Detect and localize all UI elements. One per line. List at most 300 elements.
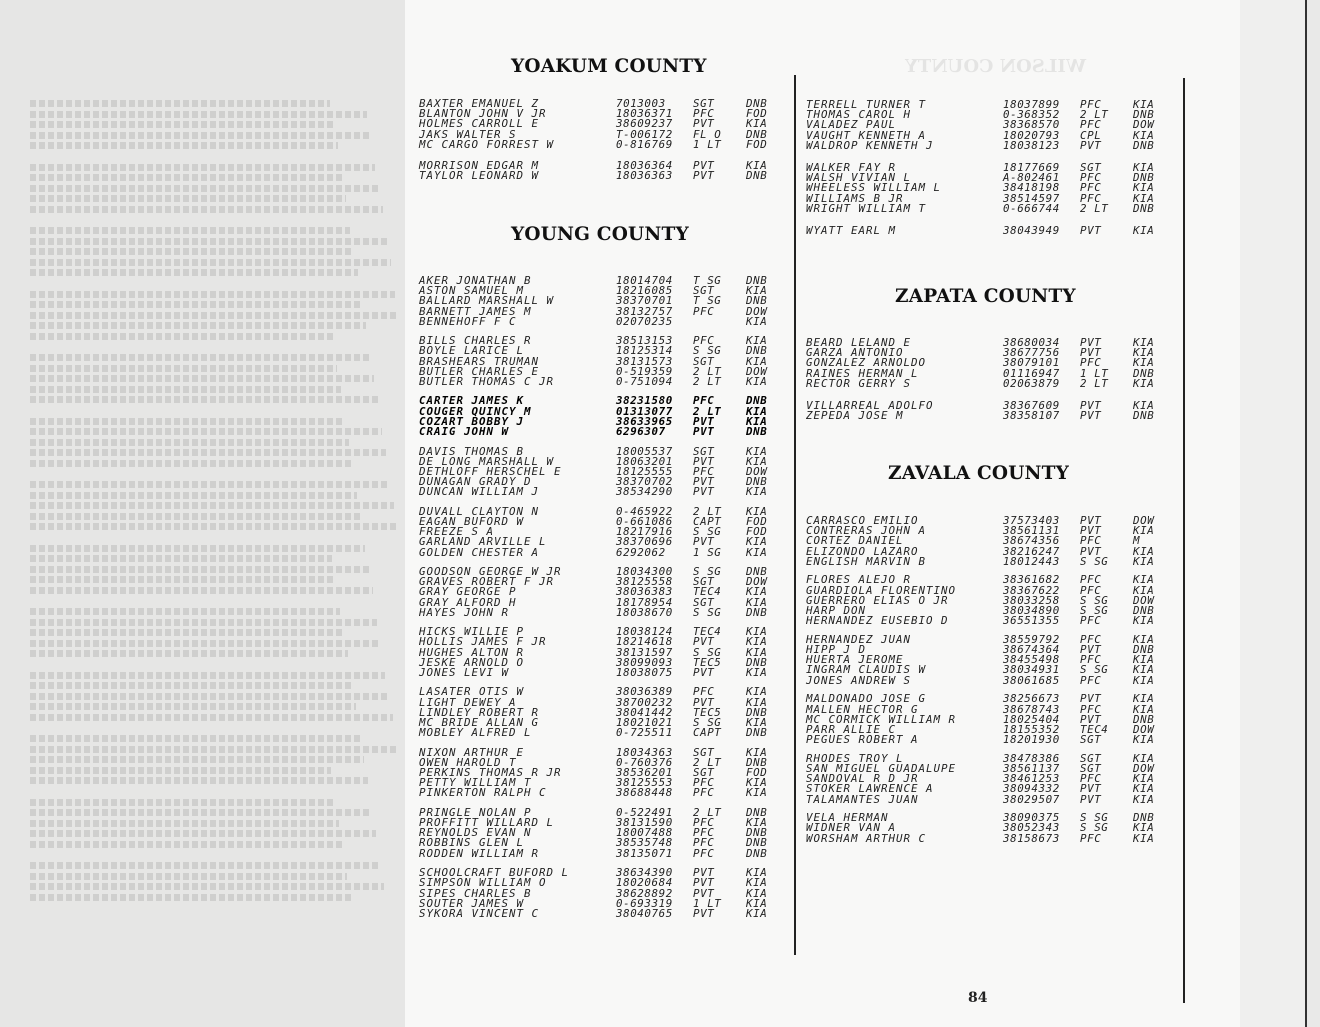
- roster-name: JONES LEVI W: [419, 665, 510, 679]
- roster-service-number: 38370696: [616, 535, 673, 549]
- roster-group: [419, 504, 789, 559]
- roster-rank: PVT: [693, 485, 715, 499]
- roster-name: CRAIG JOHN W: [419, 425, 510, 439]
- bleed-through-row: [30, 640, 381, 647]
- roster-status: DNB: [746, 805, 768, 819]
- roster-rank: SGT: [693, 595, 715, 609]
- bleed-through-row: [30, 449, 386, 456]
- bleed-through-row: [30, 883, 384, 890]
- roster-group: [419, 276, 789, 327]
- roster-name: BRASHEARS TRUMAN: [419, 354, 540, 368]
- roster-service-number: 18038670: [616, 605, 673, 619]
- roster-service-number: 0-465922: [616, 504, 673, 518]
- roster-status: DNB: [1133, 811, 1155, 825]
- roster-name: PETTY WILLIAM T: [419, 776, 532, 790]
- roster-rank: SGT: [693, 97, 715, 110]
- bleed-through-row: [30, 481, 390, 488]
- bleed-through-row: [30, 238, 387, 245]
- roster-rank: SGT: [693, 745, 715, 759]
- roster-status: KIA: [1133, 792, 1155, 806]
- roster-status: KIA: [1133, 782, 1155, 796]
- roster-status: KIA: [1133, 128, 1155, 142]
- roster-service-number: 38561131: [1003, 524, 1060, 538]
- roster-name: THOMAS CAROL H: [806, 108, 912, 122]
- roster-service-number: T-006172: [616, 127, 673, 141]
- roster-name: DAVIS THOMAS B: [419, 444, 525, 458]
- roster-name: GONZALEZ ARNOLDO: [806, 356, 927, 370]
- roster-rank: CAPT: [693, 726, 722, 740]
- roster-status: DNB: [746, 475, 768, 489]
- roster-service-number: 7013003: [616, 97, 666, 110]
- roster-rank: PFC: [1080, 171, 1102, 185]
- roster-rank: 1 LT: [693, 137, 722, 151]
- roster-service-number: 18063201: [616, 454, 673, 468]
- roster-name: JONES ANDREW S: [806, 673, 912, 687]
- bleed-through-row: [30, 100, 330, 107]
- roster-name: SYKORA VINCENT C: [419, 906, 540, 920]
- roster-status: KIA: [746, 314, 768, 328]
- roster-status: KIA: [1133, 583, 1155, 597]
- roster-status: KIA: [1133, 702, 1155, 716]
- bleed-through-row: [30, 566, 369, 573]
- roster-status: KIA: [1133, 821, 1155, 835]
- roster-name: WRIGHT WILLIAM T: [806, 201, 927, 215]
- roster-group: [419, 745, 789, 800]
- roster-row: [419, 314, 789, 328]
- roster-status: DOW: [1133, 118, 1155, 132]
- roster-status: KIA: [746, 896, 768, 910]
- roster-status: DNB: [746, 169, 768, 183]
- roster-group: [419, 805, 789, 860]
- roster-rank: PVT: [1080, 336, 1102, 349]
- roster-rank: S SG: [693, 564, 722, 578]
- roster-yoakum: [419, 99, 789, 181]
- roster-rank: PVT: [693, 665, 715, 679]
- roster-name: SOUTER JAMES W: [419, 896, 525, 910]
- roster-status: KIA: [746, 535, 768, 549]
- roster-name: CARRASCO EMILIO: [806, 514, 919, 527]
- roster-service-number: 38609237: [616, 117, 673, 131]
- roster-service-number: 18007488: [616, 826, 673, 840]
- roster-rank: PFC: [1080, 831, 1102, 845]
- roster-rank: TEC4: [693, 625, 722, 639]
- roster-status: KIA: [1133, 544, 1155, 558]
- roster-name: MC CARGO FORREST W: [419, 137, 555, 151]
- roster-rank: 2 LT: [1080, 201, 1109, 215]
- roster-name: VILLARREAL ADOLFO: [806, 398, 934, 412]
- roster-name: TALAMANTES JUAN: [806, 792, 919, 806]
- roster-status: DNB: [746, 705, 768, 719]
- bleed-through-row: [30, 301, 362, 308]
- roster-service-number: 38090375: [1003, 811, 1060, 825]
- roster-service-number: 18034363: [616, 745, 673, 759]
- roster-status: KIA: [746, 374, 768, 388]
- roster-young-continued: [806, 100, 1176, 236]
- roster-name: HIPP J D: [806, 643, 867, 657]
- roster-rank: PVT: [693, 475, 715, 489]
- roster-group: [419, 336, 789, 387]
- bleed-through-row: [30, 873, 347, 880]
- roster-name: JAKS WALTER S: [419, 127, 517, 141]
- roster-rank: SGT: [1080, 733, 1102, 747]
- roster-service-number: 0-725511: [616, 726, 673, 740]
- bleed-through-row: [30, 312, 399, 319]
- bleed-through-row: [30, 195, 346, 202]
- roster-rank: PFC: [693, 464, 715, 478]
- roster-name: LASATER OTIS W: [419, 685, 525, 699]
- roster-name: HERNANDEZ EUSEBIO D: [806, 614, 949, 628]
- bleed-through-row: [30, 259, 391, 266]
- roster-service-number: 38231580: [616, 394, 673, 408]
- roster-name: WALSH VIVIAN L: [806, 171, 912, 185]
- roster-status: KIA: [746, 444, 768, 458]
- roster-service-number: 38132757: [616, 304, 673, 318]
- roster-service-number: 38535748: [616, 836, 673, 850]
- bleed-through-row: [30, 608, 340, 615]
- roster-service-number: 18014704: [616, 274, 673, 287]
- roster-group: [419, 99, 789, 150]
- roster-service-number: 38040765: [616, 906, 673, 920]
- roster-service-number: 01116947: [1003, 366, 1060, 380]
- roster-status: FOD: [746, 525, 768, 539]
- roster-name: BALLARD MARSHALL W: [419, 294, 555, 308]
- roster-row: [419, 846, 789, 860]
- roster-status: DNB: [746, 564, 768, 578]
- bleed-through-row: [30, 820, 339, 827]
- roster-row: [806, 792, 1176, 806]
- roster-rank: PFC: [693, 816, 715, 830]
- roster-name: PARR ALLIE C: [806, 722, 897, 736]
- roster-service-number: 38370702: [616, 475, 673, 489]
- roster-rank: PFC: [1080, 356, 1102, 370]
- roster-name: FREEZE S A: [419, 525, 495, 539]
- roster-status: DNB: [746, 394, 768, 408]
- roster-service-number: 18217916: [616, 525, 673, 539]
- roster-service-number: 38677756: [1003, 346, 1060, 360]
- roster-rank: TEC5: [693, 705, 722, 719]
- roster-rank: SGT: [693, 284, 715, 298]
- roster-zapata: [806, 338, 1176, 421]
- roster-name: MC BRIDE ALLAN G: [419, 716, 540, 730]
- roster-service-number: A-802461: [1003, 171, 1060, 185]
- roster-name: AKER JONATHAN B: [419, 274, 532, 287]
- roster-group: [806, 160, 1176, 215]
- roster-name: HICKS WILLIE P: [419, 625, 525, 639]
- roster-status: KIA: [1133, 98, 1155, 111]
- roster-rank: PFC: [1080, 673, 1102, 687]
- roster-service-number: 38368570: [1003, 118, 1060, 132]
- roster-service-number: 38461253: [1003, 772, 1060, 786]
- roster-service-number: 18038123: [1003, 138, 1060, 152]
- roster-status: DNB: [1133, 201, 1155, 215]
- bleed-through-row: [30, 650, 348, 657]
- bleed-through-row: [30, 428, 382, 435]
- roster-rank: 1 SG: [693, 545, 722, 559]
- roster-name: BLANTON JOHN V JR: [419, 107, 547, 121]
- roster-status: KIA: [746, 876, 768, 890]
- roster-row: [806, 201, 1176, 215]
- roster-service-number: 38029507: [1003, 792, 1060, 806]
- roster-rank: PFC: [1080, 573, 1102, 587]
- roster-name: STOKER LAWRENCE A: [806, 782, 934, 796]
- roster-name: ZEPEDA JOSE M: [806, 409, 904, 423]
- roster-status: DOW: [746, 364, 768, 378]
- roster-name: BILLS CHARLES R: [419, 334, 532, 348]
- roster-service-number: 18005537: [616, 444, 673, 458]
- roster-status: KIA: [746, 745, 768, 759]
- roster-rank: CAPT: [693, 514, 722, 528]
- roster-status: KIA: [746, 414, 768, 428]
- roster-rank: PVT: [693, 169, 715, 183]
- roster-service-number: 38561137: [1003, 761, 1060, 775]
- bleed-through-row: [30, 269, 358, 276]
- bleed-through-row: [30, 354, 370, 361]
- roster-name: ELIZONDO LAZARO: [806, 544, 919, 558]
- roster-status: KIA: [746, 685, 768, 699]
- roster-status: KIA: [746, 595, 768, 609]
- roster-name: GOLDEN CHESTER A: [419, 545, 540, 559]
- roster-status: KIA: [1133, 376, 1155, 390]
- roster-row: [419, 728, 789, 738]
- roster-service-number: 0-816769: [616, 137, 673, 151]
- roster-rank: PFC: [693, 846, 715, 860]
- roster-service-number: 18020793: [1003, 128, 1060, 142]
- roster-status: KIA: [1133, 223, 1155, 237]
- roster-name: GOODSON GEORGE W JR: [419, 564, 562, 578]
- bleed-through-row: [30, 460, 353, 467]
- roster-name: INGRAM CLAUDIS W: [806, 663, 927, 677]
- roster-name: FLORES ALEJO R: [806, 573, 912, 587]
- roster-rank: T SG: [693, 294, 722, 308]
- roster-row: [419, 665, 789, 679]
- roster-rank: S SG: [1080, 554, 1109, 568]
- roster-name: LINDLEY ROBERT R: [419, 705, 540, 719]
- roster-name: WILLIAMS B JR: [806, 191, 904, 205]
- bleed-through-row: [30, 629, 344, 636]
- roster-rank: PVT: [1080, 792, 1102, 806]
- roster-service-number: 18155352: [1003, 722, 1060, 736]
- roster-name: DE LONG MARSHALL W: [419, 454, 555, 468]
- roster-service-number: 38158673: [1003, 831, 1060, 845]
- roster-service-number: 18036364: [616, 158, 673, 172]
- roster-zavala: [806, 516, 1176, 844]
- roster-status: DOW: [1133, 514, 1155, 527]
- column-divider: [794, 75, 796, 955]
- roster-name: COZART BOBBY J: [419, 414, 525, 428]
- roster-rank: PVT: [1080, 544, 1102, 558]
- bleed-through-row: [30, 142, 338, 149]
- roster-service-number: 38036383: [616, 585, 673, 599]
- page-number: 84: [968, 990, 988, 1006]
- roster-service-number: 0-751094: [616, 374, 673, 388]
- roster-service-number: 38099093: [616, 655, 673, 669]
- roster-name: DETHLOFF HERSCHEL E: [419, 464, 562, 478]
- roster-name: SAN MIGUEL GUADALUPE: [806, 761, 957, 775]
- bleed-through-row: [30, 322, 366, 329]
- roster-service-number: 38135071: [616, 846, 673, 860]
- bleed-through-row: [30, 248, 354, 255]
- roster-status: DNB: [746, 97, 768, 110]
- roster-row: [806, 554, 1176, 568]
- roster-name: BOYLE LARICE L: [419, 344, 525, 358]
- roster-rank: S SG: [1080, 604, 1109, 617]
- roster-service-number: 38361682: [1003, 573, 1060, 587]
- roster-rank: 2 LT: [693, 504, 722, 518]
- roster-name: MALLEN HECTOR G: [806, 702, 919, 716]
- roster-rank: PVT: [693, 866, 715, 880]
- roster-service-number: 18125314: [616, 344, 673, 358]
- roster-service-number: 38536201: [616, 766, 673, 780]
- roster-service-number: 38418198: [1003, 181, 1060, 195]
- roster-status: DOW: [1133, 593, 1155, 607]
- roster-service-number: 18214618: [616, 635, 673, 649]
- roster-service-number: 18021021: [616, 716, 673, 730]
- roster-status: DNB: [746, 655, 768, 669]
- roster-status: FOD: [746, 514, 768, 528]
- roster-status: KIA: [746, 645, 768, 659]
- roster-name: HOLMES CARROLL E: [419, 117, 540, 131]
- roster-service-number: 38061685: [1003, 673, 1060, 687]
- roster-service-number: 18177669: [1003, 160, 1060, 174]
- roster-rank: PFC: [693, 334, 715, 348]
- roster-rank: S SG: [1080, 593, 1109, 607]
- roster-rank: PFC: [1080, 534, 1102, 548]
- roster-service-number: 38043949: [1003, 223, 1060, 237]
- roster-status: KIA: [1133, 160, 1155, 174]
- roster-row: [806, 411, 1176, 421]
- roster-name: RECTOR GERRY S: [806, 376, 912, 390]
- roster-status: KIA: [746, 504, 768, 518]
- roster-name: WYATT EARL M: [806, 223, 897, 237]
- roster-group: [806, 751, 1176, 806]
- bleed-through-row: [30, 375, 374, 382]
- ghost-title: WILSON COUNTY: [905, 56, 1087, 77]
- roster-row: [419, 545, 789, 559]
- roster-name: DUVALL CLAYTON N: [419, 504, 540, 518]
- roster-status: DOW: [746, 464, 768, 478]
- roster-service-number: 38034931: [1003, 663, 1060, 677]
- roster-name: WORSHAM ARTHUR C: [806, 831, 927, 845]
- roster-status: KIA: [746, 776, 768, 790]
- roster-name: MALDONADO JOSE G: [806, 692, 927, 706]
- roster-status: KIA: [746, 284, 768, 298]
- roster-service-number: 38367609: [1003, 398, 1060, 412]
- roster-status: DNB: [746, 274, 768, 287]
- roster-rank: 2 LT: [693, 364, 722, 378]
- roster-name: RODDEN WILLIAM R: [419, 846, 540, 860]
- roster-rank: SGT: [693, 354, 715, 368]
- roster-rank: FL O: [693, 127, 722, 141]
- roster-service-number: 38688448: [616, 786, 673, 800]
- roster-service-number: 38033258: [1003, 593, 1060, 607]
- roster-rank: PVT: [693, 695, 715, 709]
- bleed-through-row: [30, 333, 333, 340]
- roster-group: [806, 694, 1176, 745]
- roster-rank: SGT: [1080, 160, 1102, 174]
- roster-rank: PVT: [1080, 346, 1102, 360]
- roster-name: DUNAGAN GRADY D: [419, 475, 532, 489]
- roster-name: HERNANDEZ JUAN: [806, 632, 912, 646]
- roster-rank: 2 LT: [1080, 376, 1109, 390]
- roster-name: RHODES TROY L: [806, 751, 904, 765]
- roster-rank: PFC: [693, 685, 715, 699]
- roster-rank: PVT: [693, 635, 715, 649]
- roster-name: GRAY ALFORD H: [419, 595, 517, 609]
- roster-service-number: 18036371: [616, 107, 673, 121]
- roster-service-number: 38700232: [616, 695, 673, 709]
- roster-rank: SGT: [1080, 751, 1102, 765]
- roster-service-number: 18216085: [616, 284, 673, 298]
- roster-name: HARP DON: [806, 604, 867, 617]
- roster-service-number: 38513153: [616, 334, 673, 348]
- county-title-zavala: ZAVALA COUNTY: [888, 463, 1070, 484]
- roster-service-number: 18178954: [616, 595, 673, 609]
- roster-row: [806, 616, 1176, 626]
- bleed-through-row: [30, 386, 341, 393]
- bleed-through-row: [30, 767, 331, 774]
- roster-group: [806, 338, 1176, 389]
- bleed-through-row: [30, 365, 337, 372]
- roster-rank: S SG: [693, 525, 722, 539]
- roster-rank: PVT: [693, 414, 715, 428]
- roster-status: DNB: [746, 726, 768, 740]
- roster-name: GUARDIOLA FLORENTINO: [806, 583, 957, 597]
- roster-rank: 1 LT: [1080, 366, 1109, 380]
- roster-group: [806, 516, 1176, 567]
- roster-rank: PVT: [1080, 524, 1102, 538]
- roster-name: TAYLOR LEONARD W: [419, 169, 540, 183]
- roster-row: [806, 223, 1176, 237]
- roster-rank: S SG: [1080, 821, 1109, 835]
- roster-rank: PVT: [693, 535, 715, 549]
- roster-status: DNB: [1133, 171, 1155, 185]
- roster-group: [419, 868, 789, 919]
- bleed-through-row: [30, 735, 360, 742]
- roster-name: CORTEZ DANIEL: [806, 534, 904, 548]
- roster-rank: PFC: [1080, 632, 1102, 646]
- bleed-through-row: [30, 672, 385, 679]
- bleed-through-row: [30, 756, 364, 763]
- roster-rank: S SG: [1080, 663, 1109, 677]
- roster-status: DOW: [1133, 722, 1155, 736]
- roster-service-number: 0-661086: [616, 514, 673, 528]
- bleed-through-row: [30, 523, 398, 530]
- roster-status: KIA: [746, 354, 768, 368]
- roster-row: [419, 137, 789, 151]
- roster-service-number: 36551355: [1003, 614, 1060, 628]
- roster-service-number: 38052343: [1003, 821, 1060, 835]
- bleed-through-row: [30, 841, 343, 848]
- roster-group: [806, 100, 1176, 151]
- roster-rank: PVT: [1080, 398, 1102, 412]
- bleed-through-row: [30, 777, 368, 784]
- roster-status: DNB: [1133, 409, 1155, 423]
- roster-status: KIA: [1133, 346, 1155, 360]
- roster-rank: 2 LT: [693, 755, 722, 769]
- roster-status: KIA: [1133, 733, 1155, 747]
- roster-service-number: 38680034: [1003, 336, 1060, 349]
- roster-name: PEGUES ROBERT A: [806, 733, 919, 747]
- roster-group: [806, 398, 1176, 423]
- bleed-through-row: [30, 894, 351, 901]
- roster-name: JESKE ARNOLD O: [419, 655, 525, 669]
- roster-status: DOW: [1133, 761, 1155, 775]
- roster-service-number: 38534290: [616, 485, 673, 499]
- roster-rank: PFC: [693, 107, 715, 121]
- roster-group: [419, 687, 789, 738]
- roster-status: DOW: [746, 304, 768, 318]
- roster-name: MC CORMICK WILLIAM R: [806, 712, 957, 726]
